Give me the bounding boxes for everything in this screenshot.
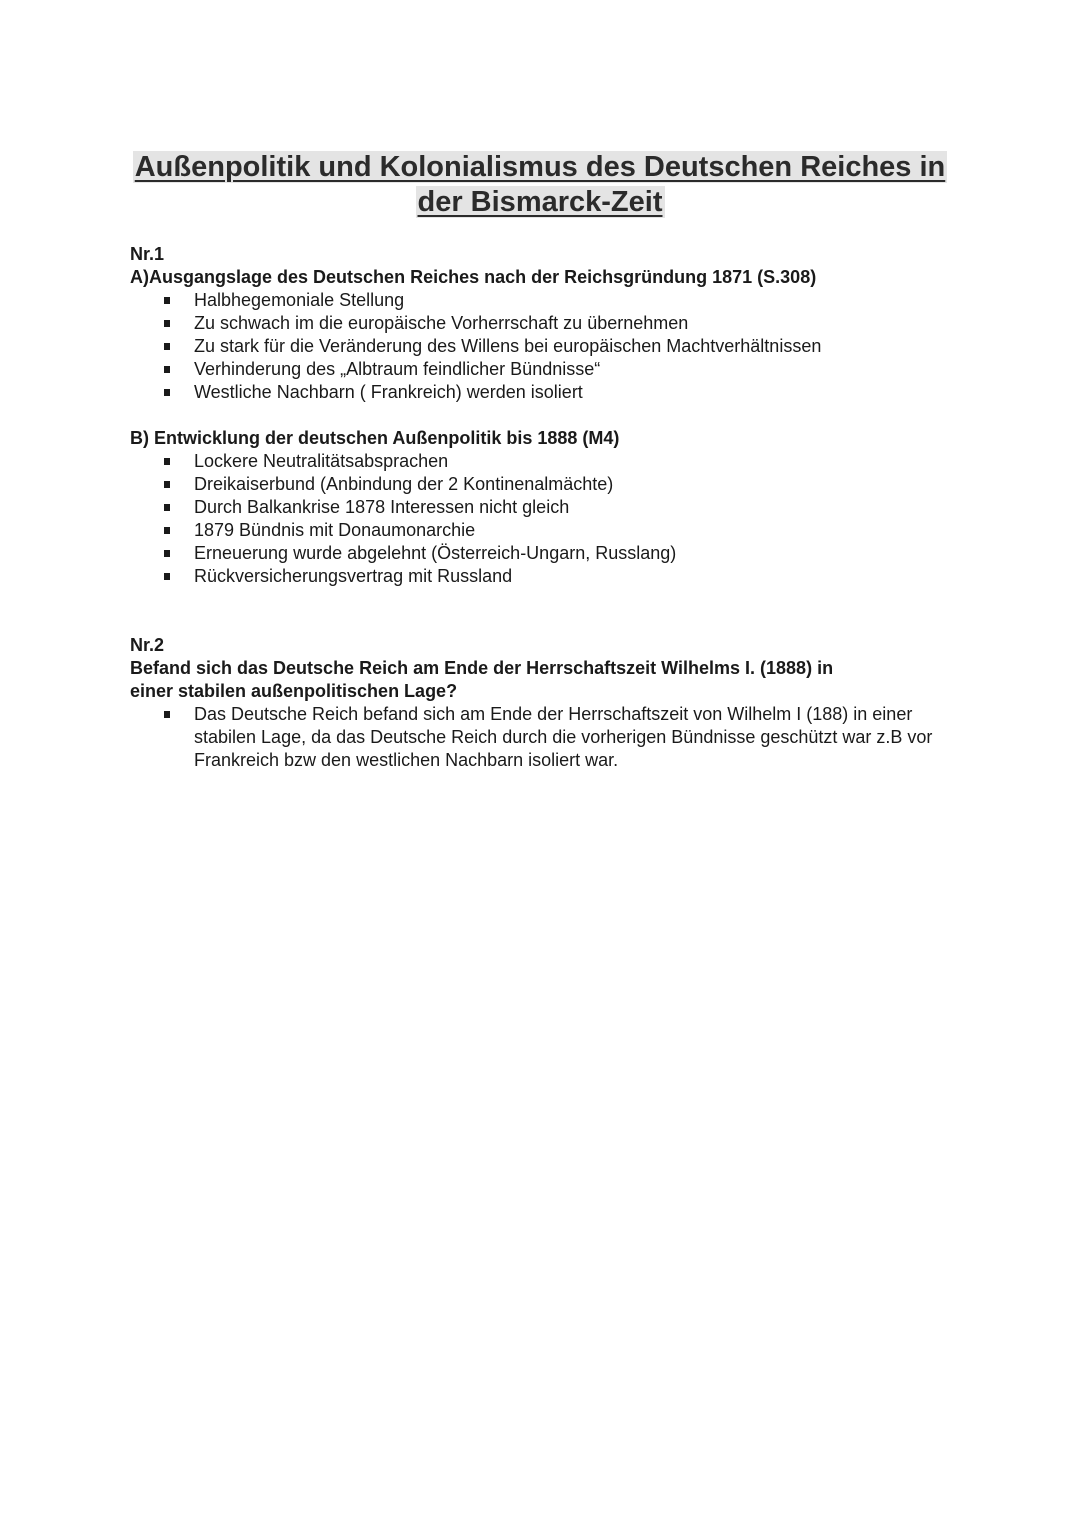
bullet-icon xyxy=(164,389,170,396)
list-item-text: Westliche Nachbarn ( Frankreich) werden isoliert xyxy=(194,382,583,402)
list-item xyxy=(130,381,950,404)
bullet-icon xyxy=(164,550,170,557)
section-number-nr1: Nr.1 xyxy=(130,244,165,264)
bullet-icon xyxy=(164,297,170,304)
list-item xyxy=(130,473,950,496)
title-line-2: der Bismarck-Zeit xyxy=(417,186,663,218)
list-item xyxy=(130,312,950,335)
list-answer xyxy=(130,703,950,772)
bullet-icon xyxy=(164,320,170,327)
bullet-icon xyxy=(164,366,170,373)
bullet-icon xyxy=(164,458,170,465)
section-nr2 xyxy=(130,634,950,772)
bullet-icon xyxy=(164,343,170,350)
list-item-text: Halbhegemoniale Stellung xyxy=(194,290,405,310)
answer-text: Das Deutsche Reich befand sich am Ende der Herrschaftszeit von Wilhelm I (188) in einer stabilen Lage, da das Deutsche Reich durch die vorherigen Bündnisse geschützt war z.B vor Frankreich bzw den westlichen Nachbarn isoliert war. xyxy=(194,704,933,770)
list-item-text: Lockere Neutralitätsabsprachen xyxy=(194,451,449,471)
list-item-text: Rückversicherungsvertrag mit Russland xyxy=(194,566,513,586)
title-line-1: Außenpolitik und Kolonialismus des Deutschen Reiches in xyxy=(134,151,946,183)
heading-entwicklung: B) Entwicklung der deutschen Außenpolitik bis 1888 (M4) xyxy=(130,428,620,448)
bullet-icon xyxy=(164,481,170,488)
document-title xyxy=(128,150,952,220)
section-nr1-a xyxy=(130,243,950,404)
list-item-text: Zu schwach im die europäische Vorherrschaft zu übernehmen xyxy=(194,313,689,333)
list-item xyxy=(130,565,950,588)
list-item xyxy=(130,703,950,772)
bullet-icon xyxy=(164,504,170,511)
list-item xyxy=(130,519,950,542)
list-entwicklung xyxy=(130,450,950,588)
heading-ausgangslage: A)Ausgangslage des Deutschen Reiches nach der Reichsgründung 1871 (S.308) xyxy=(130,267,817,287)
list-item-text: Durch Balkankrise 1878 Interessen nicht gleich xyxy=(194,497,570,517)
list-item xyxy=(130,450,950,473)
list-item xyxy=(130,542,950,565)
list-item xyxy=(130,358,950,381)
list-item-text: Dreikaiserbund (Anbindung der 2 Kontinenalmächte) xyxy=(194,474,614,494)
list-item-text: 1879 Bündnis mit Donaumonarchie xyxy=(194,520,476,540)
section-nr1-b xyxy=(130,427,950,588)
list-item-text: Erneuerung wurde abgelehnt (Österreich-Ungarn, Russlang) xyxy=(194,543,677,563)
heading-question xyxy=(130,657,950,703)
bullet-icon xyxy=(164,573,170,580)
bullet-icon xyxy=(164,527,170,534)
list-item xyxy=(130,496,950,519)
bullet-icon xyxy=(164,711,170,718)
section-number-nr2: Nr.2 xyxy=(130,635,165,655)
list-item-text: Zu stark für die Veränderung des Willens bei europäischen Machtverhältnissen xyxy=(194,336,822,356)
question-line-1: Befand sich das Deutsche Reich am Ende der Herrschaftszeit Wilhelms I. (1888) in xyxy=(130,658,834,678)
question-line-2: einer stabilen außenpolitischen Lage? xyxy=(130,681,458,701)
list-item xyxy=(130,289,950,312)
list-item xyxy=(130,335,950,358)
list-ausgangslage xyxy=(130,289,950,404)
list-item-text: Verhinderung des „Albtraum feindlicher Bündnisse“ xyxy=(194,359,601,379)
